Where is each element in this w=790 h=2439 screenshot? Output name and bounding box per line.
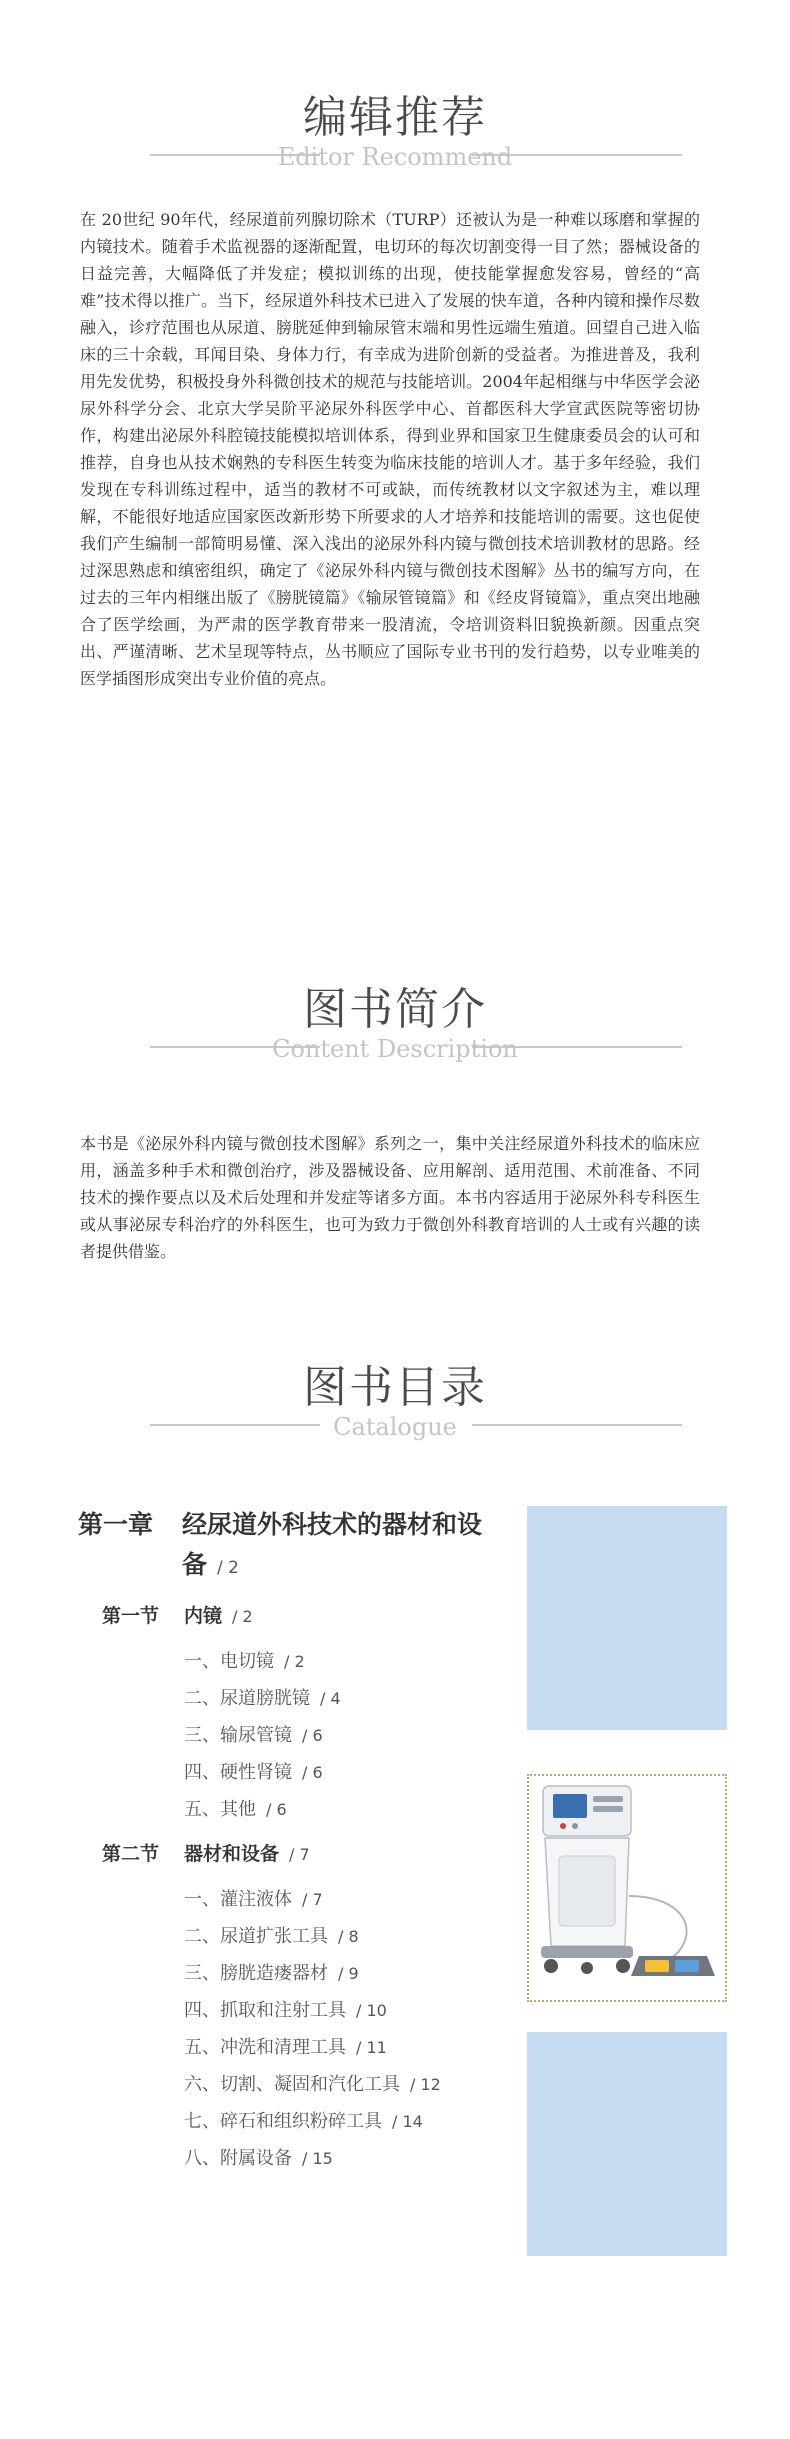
toc-item-page: / 12 (410, 2075, 441, 2094)
section-number: 第二节 (102, 1843, 160, 1865)
toc-item-label: 三、输尿管镜 (184, 1725, 292, 1746)
toc-item-label: 八、附属设备 (184, 2148, 292, 2169)
chapter-name (182, 1505, 502, 1588)
section-name (184, 1840, 310, 1869)
chapter-name-text: 经尿道外科技术的器材和设备 (182, 1510, 483, 1579)
toc-item[interactable] (184, 2034, 387, 2062)
toc-item-page: / 7 (302, 1890, 323, 1909)
toc-item-label: 六、切割、凝固和汽化工具 (184, 2074, 400, 2095)
section-name (184, 1602, 253, 1631)
toc-item[interactable] (184, 1923, 359, 1951)
toc-item[interactable] (184, 2145, 333, 2173)
decor-blue-block-bottom (527, 2032, 727, 2256)
toc-item-label: 二、尿道膀胱镜 (184, 1688, 310, 1709)
toc-item[interactable] (184, 1886, 323, 1914)
section-page: / 2 (232, 1607, 253, 1626)
toc-item[interactable] (184, 1960, 359, 1988)
chapter-number: 第一章 (78, 1510, 154, 1539)
toc-item-page: / 10 (356, 2001, 387, 2020)
toc-item[interactable] (184, 2071, 441, 2099)
toc-item-page: / 11 (356, 2038, 387, 2057)
toc-item[interactable] (184, 2108, 423, 2136)
toc-item-label: 一、电切镜 (184, 1651, 274, 1672)
chapter-page: / 2 (217, 1558, 239, 1578)
section-number: 第一节 (102, 1605, 160, 1627)
surgical-console-illustration (529, 1776, 725, 2000)
editor-recommend-subtitle: Editor Recommend (277, 143, 513, 171)
toc-item-label: 五、其他 (184, 1799, 256, 1820)
toc-item-page: / 6 (302, 1726, 323, 1745)
toc-item-page: / 14 (392, 2112, 423, 2131)
editor-recommend-header (0, 90, 790, 180)
catalogue-subtitle: Catalogue (333, 1413, 457, 1441)
toc-item-page: / 4 (320, 1689, 341, 1708)
section-name-text: 器材和设备 (184, 1843, 280, 1865)
catalogue-header (0, 1360, 790, 1450)
toc-item-label: 三、膀胱造瘘器材 (184, 1963, 328, 1984)
toc-item-label: 四、抓取和注射工具 (184, 2000, 346, 2021)
toc-item-label: 七、碎石和组织粉碎工具 (184, 2111, 382, 2132)
toc-item[interactable] (184, 1759, 323, 1787)
content-description-subtitle: Content Description (272, 1035, 518, 1063)
catalogue-title: 图书目录 (303, 1362, 487, 1413)
content-description-text: 本书是《泌尿外科内镜与微创技术图解》系列之一，集中关注经尿道外科技术的临床应用，涵盖多种手术和微创治疗，涉及器械设备、应用解剖、适用范围、术前准备、不同技术的操作要点以及术后处理和并发症等诸多方面。本书内容适用于泌尿外科专科医生或从事泌尿专科治疗的外科医生，也可为致力于微创外科教育培训的人士或有兴趣的读者提供借鉴。 (80, 1134, 700, 1261)
toc-item-label: 四、硬性肾镜 (184, 1762, 292, 1783)
toc-item[interactable] (184, 1648, 305, 1676)
toc-item-label: 二、尿道扩张工具 (184, 1926, 328, 1947)
section-page: / 7 (289, 1845, 310, 1864)
editor-recommend-text: 在 20世纪 90年代，经尿道前列腺切除术（TURP）还被认为是一种难以琢磨和掌握的内镜技术。随着手术监视器的逐渐配置，电切环的每次切割变得一目了然；器械设备的日益完善，大幅降低了并发症；模拟训练的出现，使技能掌握愈发容易，曾经的“高难”技术得以推广。当下，经尿道外科技术已进入了发展的快车道，各种内镜和操作尽数融入，诊疗范围也从尿道、膀胱延伸到输尿管末端和男性远端生殖道。回望自己进入临床的三十余载，耳闻目染、身体力行，有幸成为进阶创新的受益者。为推进普及，我利用先发优势，积极投身外科微创技术的规范与技能培训。2004年起相继与中华医学会泌尿外科学分会、北京大学吴阶平泌尿外科医学中心、首都医科大学宣武医院等密切协作，构建出泌尿外科腔镜技能模拟培训体系，得到业界和国家卫生健康委员会的认可和推荐，自身也从技术娴熟的专科医生转变为临床技能的培训人才。基于多年经验，我们发现在专科训练过程中，适当的教材不可或缺，而传统教材以文字叙述为主，难以理解，不能很好地适应国家医改新形势下所要求的人才培养和技能培训的需要。这也促使我们产生编制一部简明易懂、深入浅出的泌尿外科内镜与微创技术培训教材的思路。经过深思熟虑和缜密组织，确定了《泌尿外科内镜与微创技术图解》丛书的编写方向，在过去的三年内相继出版了《膀胱镜篇》《输尿管镜篇》和《经皮肾镜篇》，重点突出地融合了医学绘画，为严肃的医学教育带来一股清流，令培训资料旧貌换新颜。因重点突出、严谨清晰、艺术呈现等特点，丛书顺应了国际专业书刊的发行趋势，以专业唯美的医学插图形成突出专业价值的亮点。 (80, 210, 700, 688)
toc-item-page: / 6 (302, 1763, 323, 1782)
toc-item-page: / 15 (302, 2149, 333, 2168)
toc-item[interactable] (184, 1685, 341, 1713)
equipment-photo (527, 1774, 727, 2002)
toc-item-page: / 2 (284, 1652, 305, 1671)
toc-item-label: 五、冲洗和清理工具 (184, 2037, 346, 2058)
toc-item-page: / 6 (266, 1800, 287, 1819)
toc-item-label: 一、灌注液体 (184, 1889, 292, 1910)
content-description-title: 图书简介 (303, 984, 487, 1035)
toc-item-page: / 8 (338, 1927, 359, 1946)
toc-item[interactable] (184, 1997, 387, 2025)
toc-item[interactable] (184, 1722, 323, 1750)
content-description-header (0, 982, 790, 1072)
toc-item-page: / 9 (338, 1964, 359, 1983)
toc-item[interactable] (184, 1796, 287, 1824)
decor-blue-block-top (527, 1506, 727, 1730)
section-name-text: 内镜 (184, 1605, 223, 1627)
editor-recommend-title: 编辑推荐 (303, 92, 487, 143)
